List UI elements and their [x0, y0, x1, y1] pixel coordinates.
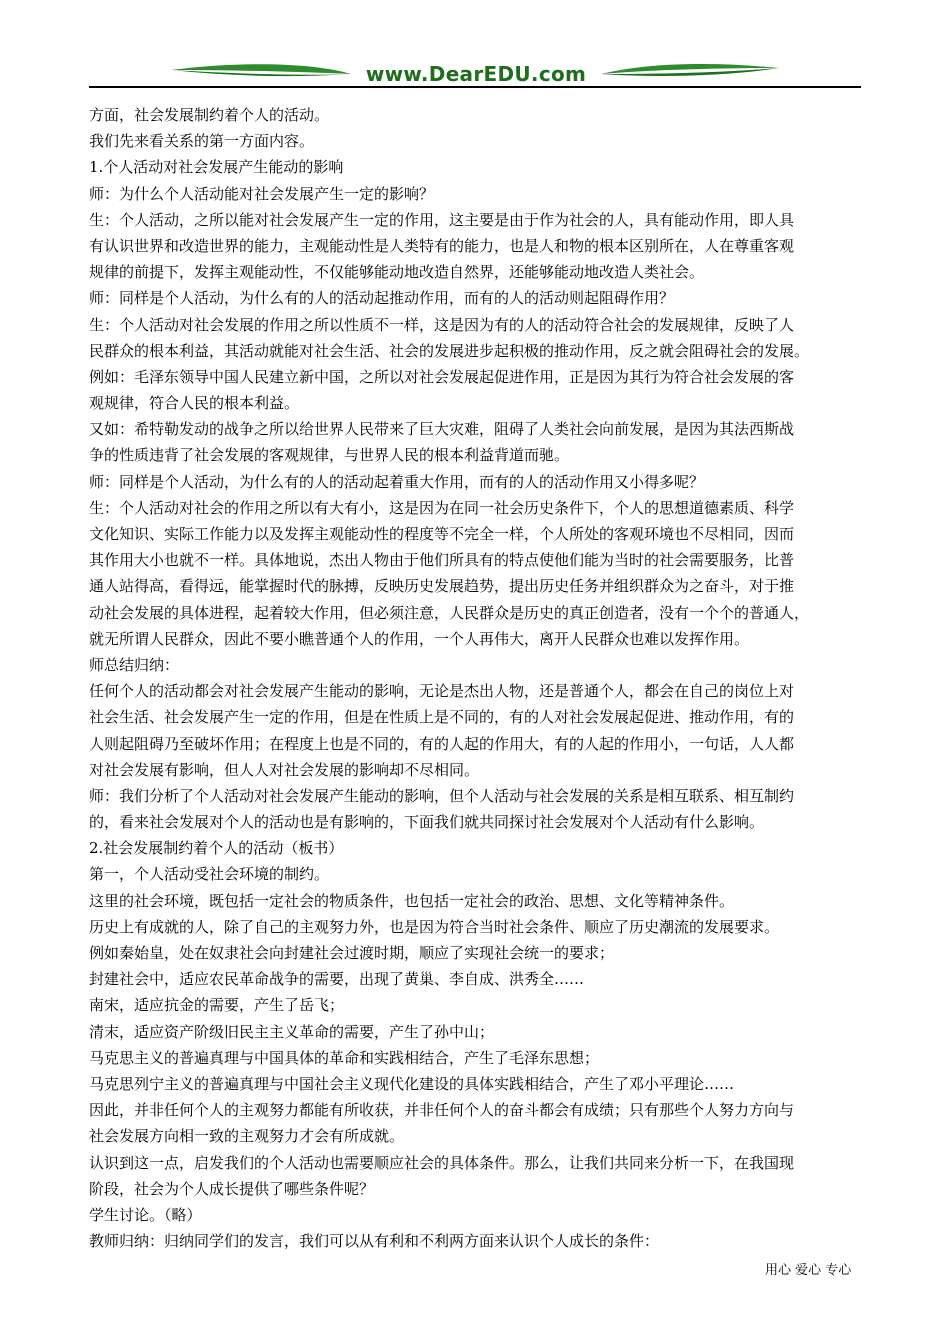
text-line: 师：同样是个人活动，为什么有的人的活动起推动作用，而有的人的活动则起阻碍作用？ — [89, 289, 675, 308]
text-line: 我们先来看关系的第一方面内容。 — [89, 132, 315, 151]
text-line: 清末，适应资产阶级旧民主主义革命的需要，产生了孙中山； — [89, 1022, 495, 1041]
text-line: 社会发展方向相一致的主观努力才会有所成就。 — [89, 1127, 405, 1146]
text-line: 动社会发展的具体进程，起着较大作用，但必须注意，人民群众是历史的真正创造者，没有一个个的普通人， — [89, 603, 810, 622]
text-line: 教师归纳：归纳同学们的发言，我们可以从有利和不利两方面来认识个人成长的条件： — [89, 1232, 660, 1251]
text-line: 争的性质违背了社会发展的客观规律，与世界人民的根本利益背道而驰。 — [89, 446, 570, 465]
text-line: 第一，个人活动受社会环境的制约。 — [89, 865, 330, 884]
text-line: 认识到这一点，启发我们的个人活动也需要顺应社会的具体条件。那么，让我们共同来分析一下，在我国现 — [89, 1153, 795, 1172]
text-line: 生：个人活动对社会发展的作用之所以性质不一样，这是因为有的人的活动符合社会的发展规律，反映了人 — [89, 315, 795, 334]
text-line: 例如：毛泽东领导中国人民建立新中国，之所以对社会发展起促进作用，正是因为其行为符合社会发展的客 — [89, 367, 795, 386]
text-line: 师：为什么个人活动能对社会发展产生一定的影响？ — [89, 184, 435, 203]
text-line: 文化知识、实际工作能力以及发挥主观能动性的程度等不完全一样，个人所处的客观环境也不尽相同，因而 — [89, 525, 795, 543]
text-line: 人则起阻碍乃至破坏作用；在程度上也是不同的，有的人起的作用大，有的人起的作用小，一句话，人人都 — [89, 734, 795, 753]
text-line: 马克思列宁主义的普遍真理与中国社会主义现代化建设的具体实践相结合，产生了邓小平理论…… — [89, 1074, 735, 1093]
footer-motto: 用心 爱心 专心 — [765, 1263, 852, 1278]
text-line: 师总结归纳： — [89, 655, 180, 674]
page-header — [89, 52, 861, 92]
text-line: 生：个人活动对社会的作用之所以有大有小，这是因为在同一社会历史条件下，个人的思想道德素质、科学 — [89, 498, 795, 517]
text-line: 师：同样是个人活动，为什么有的人的活动起着重大作用，而有的人的活动作用又小得多呢？ — [89, 472, 705, 491]
header-rule — [89, 86, 861, 88]
text-line: 观规律，符合人民的根本利益。 — [89, 394, 300, 413]
document-body — [89, 102, 864, 1254]
text-line: 封建社会中，适应农民革命战争的需要，出现了黄巢、李自成、洪秀全…… — [89, 970, 585, 989]
text-line: 师：我们分析了个人活动对社会发展产生能动的影响，但个人活动与社会发展的关系是相互联系、相互制约 — [89, 786, 795, 805]
text-line: 通人站得高，看得远，能掌握时代的脉搏，反映历史发展趋势，提出历史任务并组织群众为之奋斗，对于推 — [89, 577, 795, 596]
text-line: 2.社会发展制约着个人的活动（板书） — [89, 839, 344, 858]
text-line: 学生讨论。（略） — [89, 1205, 202, 1224]
site-logo — [89, 52, 861, 86]
text-line: 就无所谓人民群众，因此不要小瞧普通个人的作用，一个人再伟大，离开人民群众也难以发挥作用。 — [89, 629, 750, 648]
text-line: 其作用大小也就不一样。具体地说，杰出人物由于他们所具有的特点使他们能为当时的社会需要服务，比普 — [89, 551, 795, 570]
text-line: 方面，社会发展制约着个人的活动。 — [89, 106, 330, 124]
text-line: 历史上有成就的人，除了自己的主观努力外，也是因为符合当时社会条件、顺应了历史潮流的发展要求。 — [89, 917, 780, 936]
site-name: www.DearEDU.com — [365, 62, 587, 86]
text-line: 阶段，社会为个人成长提供了哪些条件呢？ — [89, 1179, 375, 1198]
text-line: 南宋，适应抗金的需要，产生了岳飞； — [89, 996, 345, 1015]
text-line: 1.个人活动对社会发展产生能动的影响 — [89, 158, 344, 177]
text-line: 例如秦始皇，处在奴隶社会向封建社会过渡时期，顺应了实现社会统一的要求； — [89, 944, 615, 962]
text-line: 任何个人的活动都会对社会发展产生能动的影响，无论是杰出人物，还是普通个人，都会在自己的岗位上对 — [89, 682, 795, 701]
text-line: 有认识世界和改造世界的能力，主观能动性是人类特有的能力，也是人和物的根本区别所在，人在尊重客观 — [89, 236, 795, 255]
text-line: 生：个人活动，之所以能对社会发展产生一定的作用，这主要是由于作为社会的人，具有能动作用，即人具 — [89, 210, 795, 229]
text-line: 社会生活、社会发展产生一定的作用，但是在性质上是不同的，有的人对社会发展起促进、推动作用，有的 — [89, 708, 795, 727]
text-line: 规律的前提下，发挥主观能动性，不仅能够能动地改造自然界，还能够能动地改造人类社会。 — [89, 263, 705, 282]
text-line: 对社会发展有影响，但人人对社会发展的影响却不尽相同。 — [89, 760, 480, 779]
text-line: 又如：希特勒发动的战争之所以给世界人民带来了巨大灾难，阻碍了人类社会向前发展，是因为其法西斯战 — [89, 420, 795, 439]
text-line: 这里的社会环境，既包括一定社会的物质条件，也包括一定社会的政治、思想、文化等精神条件。 — [89, 891, 735, 910]
text-line: 马克思主义的普遍真理与中国具体的革命和实践相结合，产生了毛泽东思想； — [89, 1048, 600, 1067]
text-line: 民群众的根本利益，其活动就能对社会生活、社会的发展进步起积极的推动作用，反之就会阻碍社会的发展。 — [89, 341, 810, 360]
text-line: 因此，并非任何个人的主观努力都能有所收获，并非任何个人的奋斗都会有成绩；只有那些个人努力方向与 — [89, 1101, 795, 1120]
text-line: 的，看来社会发展对个人的活动也是有影响的，下面我们就共同探讨社会发展对个人活动有什么影响。 — [89, 813, 765, 832]
